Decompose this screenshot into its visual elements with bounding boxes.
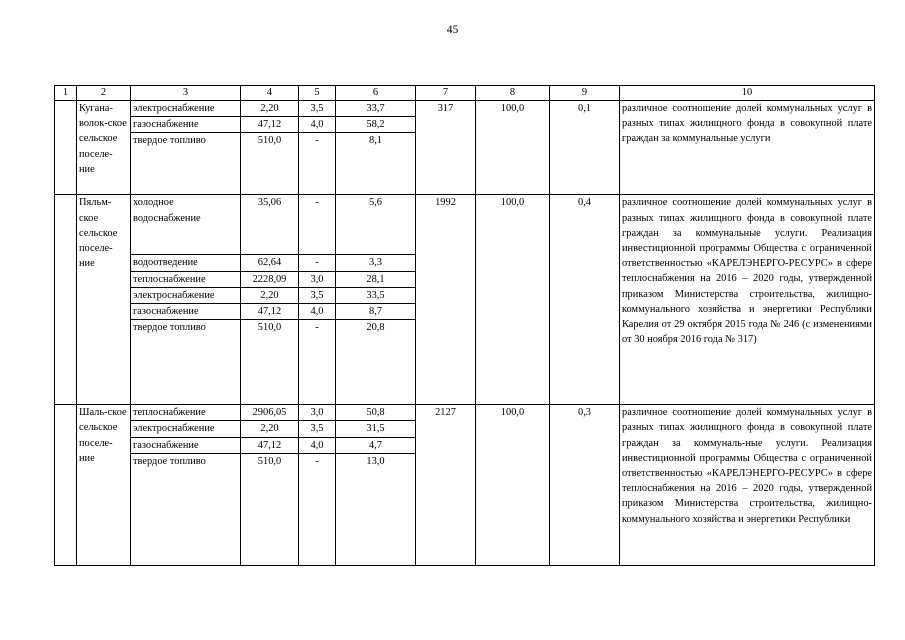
tariff-value: 510,0 [241,453,299,565]
tariff-value: 2906,05 [241,405,299,421]
growth-value: - [299,453,336,565]
table-row [55,405,875,421]
share-value: 31,5 [336,421,416,437]
tariff-value: 510,0 [241,133,299,195]
ratio-value: 0,1 [550,101,620,195]
service-name: водоотведение [131,255,241,271]
population-value: 1992 [416,195,476,405]
service-name: твердое топливо [131,320,241,405]
percent-value: 100,0 [476,405,550,566]
service-name: электроснабжение [131,101,241,117]
settlement-name: Шаль-ское сельское поселе-ние [77,405,131,566]
settlement-name: Кугана-волок-ское сельское поселе-ние [77,101,131,195]
percent-value: 100,0 [476,195,550,405]
table-row [55,101,875,117]
note-text: различное соотношение долей коммунальных услуг в разных типах жилищного фонда в совокупной плате граждан за коммуналь-ные услуги. Реализация инвестиционной программы Общества с ограниченной ответственностью «КАРЕЛЭНЕРГО-РЕСУРС» в сфере теплоснабжения на 2016 – 2020 годы, утвержденной приказом Министерства строительства, жилищно-коммунального хозяйства и энергетики Республики [620,405,875,566]
service-name: газоснабжение [131,437,241,453]
service-name: электроснабжение [131,421,241,437]
header-cell: 1 [55,86,77,101]
share-value: 28,1 [336,271,416,287]
share-value: 50,8 [336,405,416,421]
note-text: различное соотношение долей коммунальных услуг в разных типах жилищного фонда в совокупной плате граждан за коммунальные услуги. Реализация инвестиционной программы Общества с ограниченной ответственностью «КАРЕЛЭНЕРГО-РЕСУРС» в сфере теплоснабжения на 2016 – 2020 годы, утвержденной приказом Министерства строительства, жилищно-коммунального хозяйства и энергетики Республики Карелия от 29 октября 2015 года № 246 (с изменениями от 30 ноября 2016 года № 317) [620,195,875,405]
service-name: твердое топливо [131,453,241,565]
header-cell: 5 [299,86,336,101]
growth-value: 4,0 [299,304,336,320]
tariff-value: 2228,09 [241,271,299,287]
service-name: электроснабжение [131,287,241,303]
header-row [55,86,875,101]
settlement-name: Пяльм-ское сельское поселе-ние [77,195,131,405]
tariff-value: 510,0 [241,320,299,405]
growth-value: 4,0 [299,117,336,133]
note-text: различное соотношение долей коммунальных услуг в разных типах жилищного фонда в совокупной плате граждан за коммунальные услуги [620,101,875,195]
growth-value: 4,0 [299,437,336,453]
empty-cell [55,195,77,405]
tariff-value: 62,64 [241,255,299,271]
empty-cell [55,101,77,195]
share-value: 58,2 [336,117,416,133]
header-cell: 2 [77,86,131,101]
table-row [55,195,875,255]
growth-value: 3,5 [299,101,336,117]
population-value: 317 [416,101,476,195]
service-name: теплоснабжение [131,271,241,287]
growth-value: - [299,195,336,255]
share-value: 8,7 [336,304,416,320]
service-name: теплоснабжение [131,405,241,421]
page-number: 45 [446,24,459,36]
header-cell: 7 [416,86,476,101]
share-value: 33,7 [336,101,416,117]
tariff-value: 2,20 [241,287,299,303]
share-value: 13,0 [336,453,416,565]
header-cell: 8 [476,86,550,101]
ratio-value: 0,4 [550,195,620,405]
tariff-value: 47,12 [241,437,299,453]
percent-value: 100,0 [476,101,550,195]
service-name: газоснабжение [131,304,241,320]
service-name: холодное водоснабжение [131,195,241,255]
header-cell: 6 [336,86,416,101]
growth-value: 3,5 [299,421,336,437]
growth-value: 3,5 [299,287,336,303]
service-name: твердое топливо [131,133,241,195]
ratio-value: 0,3 [550,405,620,566]
growth-value: - [299,320,336,405]
population-value: 2127 [416,405,476,566]
header-cell: 4 [241,86,299,101]
share-value: 4,7 [336,437,416,453]
tariff-value: 35,06 [241,195,299,255]
tariff-value: 47,12 [241,117,299,133]
header-cell: 10 [620,86,875,101]
share-value: 5,6 [336,195,416,255]
growth-value: 3,0 [299,271,336,287]
share-value: 20,8 [336,320,416,405]
growth-value: - [299,255,336,271]
share-value: 33,5 [336,287,416,303]
header-cell: 9 [550,86,620,101]
tariff-value: 2,20 [241,101,299,117]
header-cell: 3 [131,86,241,101]
empty-cell [55,405,77,566]
service-name: газоснабжение [131,117,241,133]
growth-value: 3,0 [299,405,336,421]
tariff-value: 2,20 [241,421,299,437]
growth-value: - [299,133,336,195]
tariff-table [54,85,875,566]
share-value: 3,3 [336,255,416,271]
tariff-value: 47,12 [241,304,299,320]
share-value: 8,1 [336,133,416,195]
